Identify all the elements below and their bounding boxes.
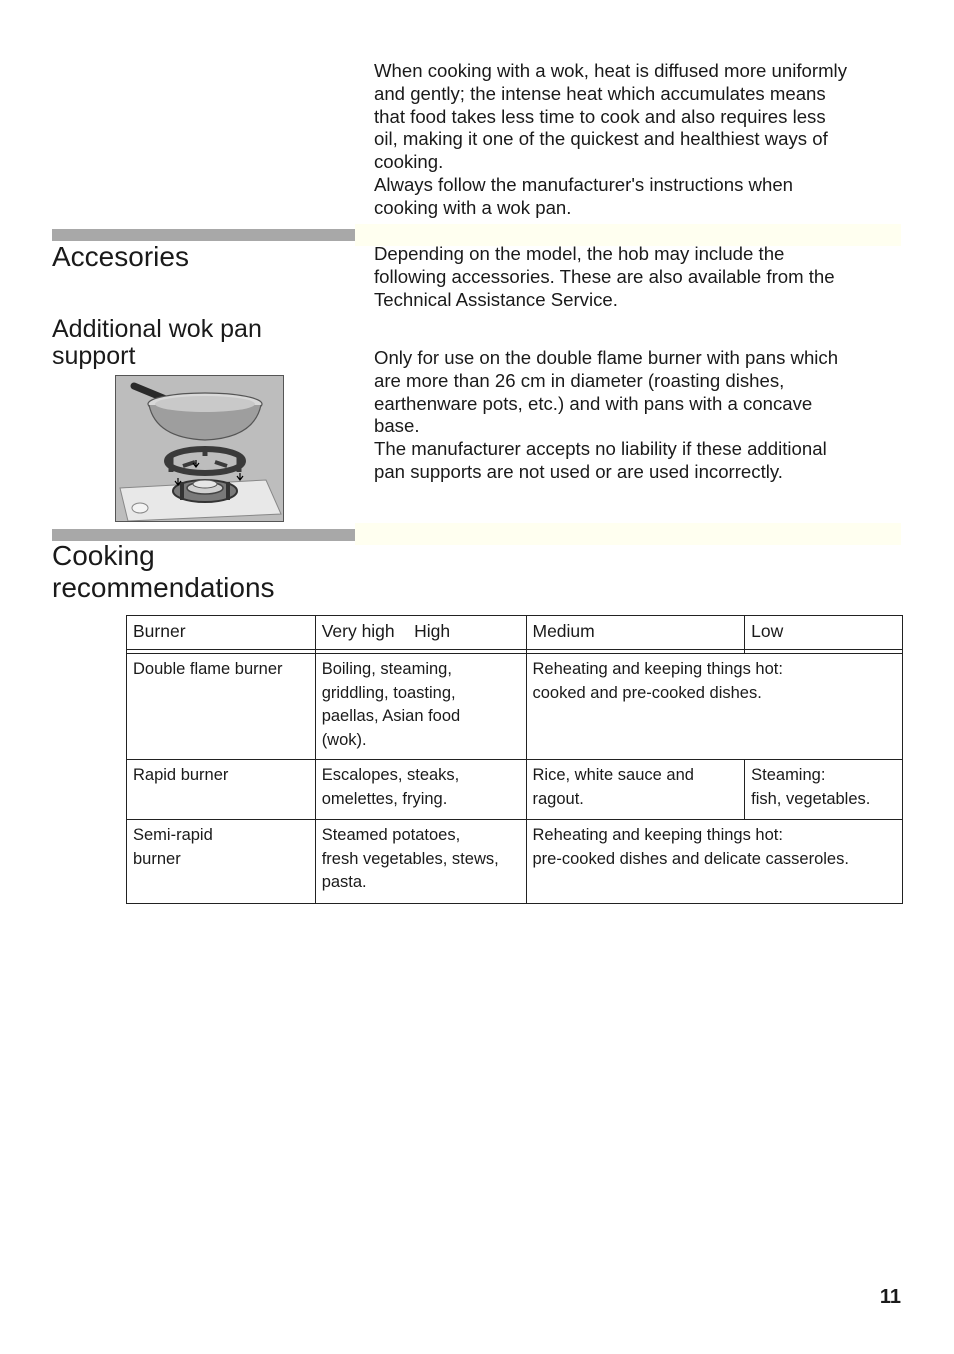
table-row — [127, 760, 903, 820]
intro-paragraph: When cooking with a wok, heat is diffused more uniformly and gently; the intense heat which accumulates means that food takes less time to cook and also requires less oil, making it one of the quickest and healthiest ways of cooking. Always follow the manufacturer's instructions when cooking with a wok pan. — [374, 60, 847, 218]
table-cell-burner: Double flame burner — [127, 654, 316, 760]
table-row — [127, 820, 903, 904]
accessories-heading: Accesories — [52, 241, 189, 272]
table-cell-very-high-high: Escalopes, steaks, omelettes, frying. — [315, 760, 526, 820]
table-cell-burner: Rapid burner — [127, 760, 316, 820]
table-header-cell: Low — [745, 616, 903, 650]
page-number: 11 — [879, 1286, 901, 1308]
wok-support-heading: Additional wok pan support — [52, 315, 262, 370]
wok-support-paragraph: Only for use on the double flame burner with pans which are more than 26 cm in diameter (roasting dishes, earthenware pots, etc.) and with pans with a concave base. The manufacturer accepts no liability if these additional pan supports are not used or are used incorrectly. — [374, 347, 839, 482]
table-cell-very-high-high: Steamed potatoes, fresh vegetables, stews, pasta. — [315, 820, 526, 904]
table-cell-medium-low: Reheating and keeping things hot: pre-cooked dishes and delicate casseroles. — [526, 820, 903, 904]
cooking-heading: Cooking recommendations — [52, 540, 275, 603]
section-divider-gray — [52, 229, 355, 241]
cooking-recommendations-table — [126, 615, 903, 904]
table-cell-burner: Semi-rapid burner — [127, 820, 316, 904]
table-cell-low: Steaming: fish, vegetables. — [745, 760, 903, 820]
section-divider-cream-2 — [355, 523, 901, 545]
table-cell-medium-low: Reheating and keeping things hot: cooked and pre-cooked dishes. — [526, 654, 903, 760]
wok-illustration-graphic — [116, 376, 283, 521]
table-header-row — [127, 616, 903, 650]
table-cell-medium: Rice, white sauce and ragout. — [526, 760, 745, 820]
table-header-cell: Very high High — [315, 616, 526, 650]
wok-support-illustration — [115, 375, 284, 522]
table-row — [127, 654, 903, 760]
table-header-cell: Burner — [127, 616, 316, 650]
accessories-paragraph: Depending on the model, the hob may include the following accessories. These are also available from the Technical Assistance Service. — [374, 243, 835, 310]
table-cell-very-high-high: Boiling, steaming, griddling, toasting, paellas, Asian food (wok). — [315, 654, 526, 760]
table-header-cell: Medium — [526, 616, 745, 650]
